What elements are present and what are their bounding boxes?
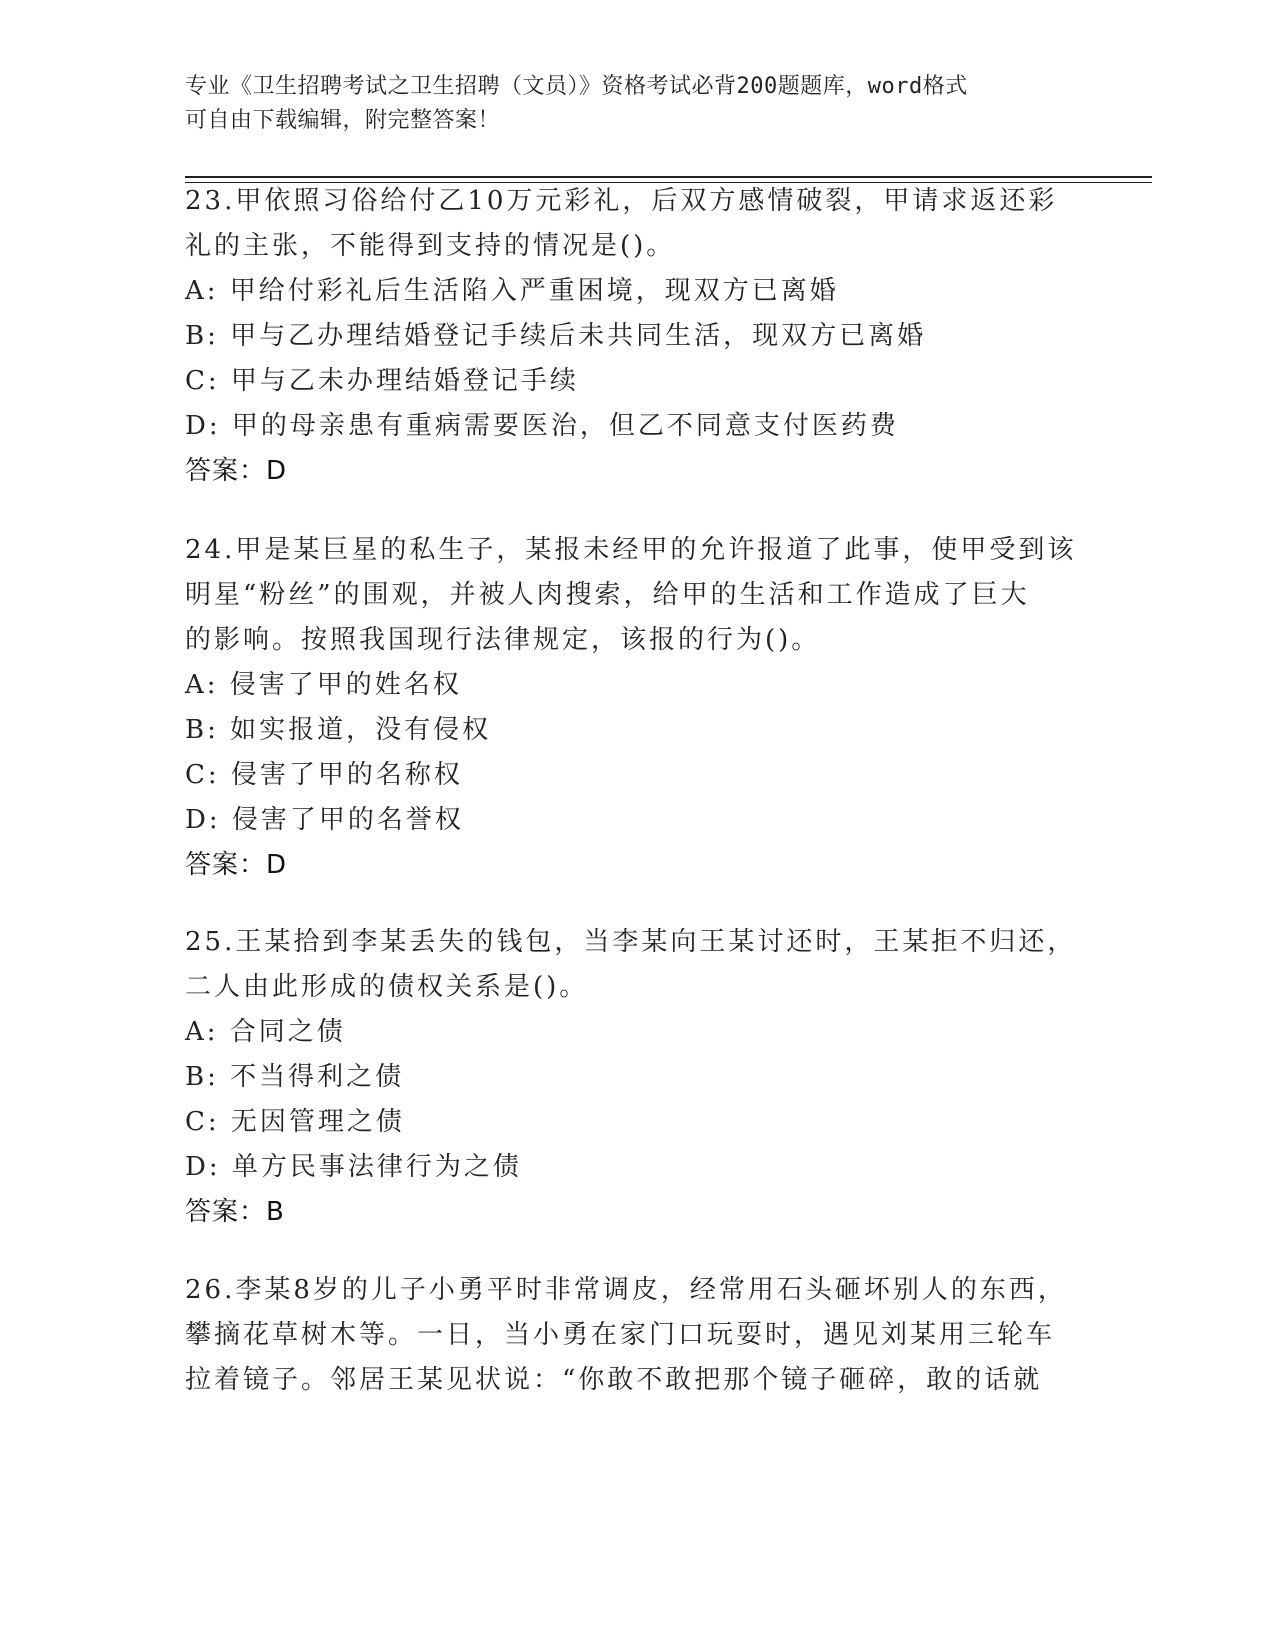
option-d: D: 甲的母亲患有重病需要医治，但乙不同意支付医药费 xyxy=(185,411,899,441)
question-stem-line: 25.王某拾到李某丢失的钱包，当李某向王某讨还时，王某拒不归还， xyxy=(185,927,1077,957)
question-stem-line: 二人由此形成的债权关系是()。 xyxy=(185,972,589,1002)
question-25 xyxy=(185,920,1085,1235)
question-stem xyxy=(185,179,1085,269)
option-a: A: 甲给付彩礼后生活陷入严重困境，现双方已离婚 xyxy=(185,276,839,306)
question-stem-line: 23.甲依照习俗给付乙10万元彩礼，后双方感情破裂，甲请求返还彩 xyxy=(185,186,1058,216)
document-header xyxy=(185,70,1065,138)
question-stem-line: 明星“粉丝”的围观，并被人肉搜索，给甲的生活和工作造成了巨大 xyxy=(185,580,1030,610)
option-d: D: 侵害了甲的名誉权 xyxy=(185,805,464,835)
option-b: B: 甲与乙办理结婚登记手续后未共同生活，现双方已离婚 xyxy=(185,321,927,351)
option-c: C: 无因管理之债 xyxy=(185,1107,405,1137)
question-stem-line: 26.李某8岁的儿子小勇平时非常调皮，经常用石头砸坏别人的东西， xyxy=(185,1275,1067,1305)
question-stem-line: 攀摘花草树木等。一日，当小勇在家门口玩耍时，遇见刘某用三轮车 xyxy=(185,1320,1056,1350)
question-stem-line: 拉着镜子。邻居王某见状说：“你敢不敢把那个镜子砸碎，敢的话就 xyxy=(185,1365,1043,1395)
option-d: D: 单方民事法律行为之债 xyxy=(185,1152,522,1182)
option-b: B: 不当得利之债 xyxy=(185,1062,405,1092)
header-divider-thick xyxy=(185,176,1152,178)
question-stem-line: 24.甲是某巨星的私生子，某报未经甲的允许报道了此事，使甲受到该 xyxy=(185,535,1077,565)
option-c: C: 甲与乙未办理结婚登记手续 xyxy=(185,366,579,396)
question-stem xyxy=(185,528,1085,663)
header-title-line1: 专业《卫生招聘考试之卫生招聘（文员）》资格考试必背200题题库，word格式 xyxy=(185,74,968,99)
question-stem xyxy=(185,920,1085,1010)
question-26 xyxy=(185,1268,1085,1403)
option-b: B: 如实报道，没有侵权 xyxy=(185,715,492,745)
question-24 xyxy=(185,528,1085,888)
question-stem-line: 礼的主张，不能得到支持的情况是()。 xyxy=(185,231,676,261)
option-a: A: 合同之债 xyxy=(185,1017,346,1047)
question-stem-line: 的影响。按照我国现行法律规定，该报的行为()。 xyxy=(185,625,821,655)
question-stem xyxy=(185,1268,1085,1403)
answer-label: 答案：B xyxy=(185,1197,285,1227)
header-title-line2: 可自由下载编辑，附完整答案！ xyxy=(185,108,501,133)
answer-label: 答案：D xyxy=(185,456,288,486)
question-23 xyxy=(185,179,1085,494)
option-a: A: 侵害了甲的姓名权 xyxy=(185,670,462,700)
option-c: C: 侵害了甲的名称权 xyxy=(185,760,463,790)
answer-label: 答案：D xyxy=(185,850,288,880)
